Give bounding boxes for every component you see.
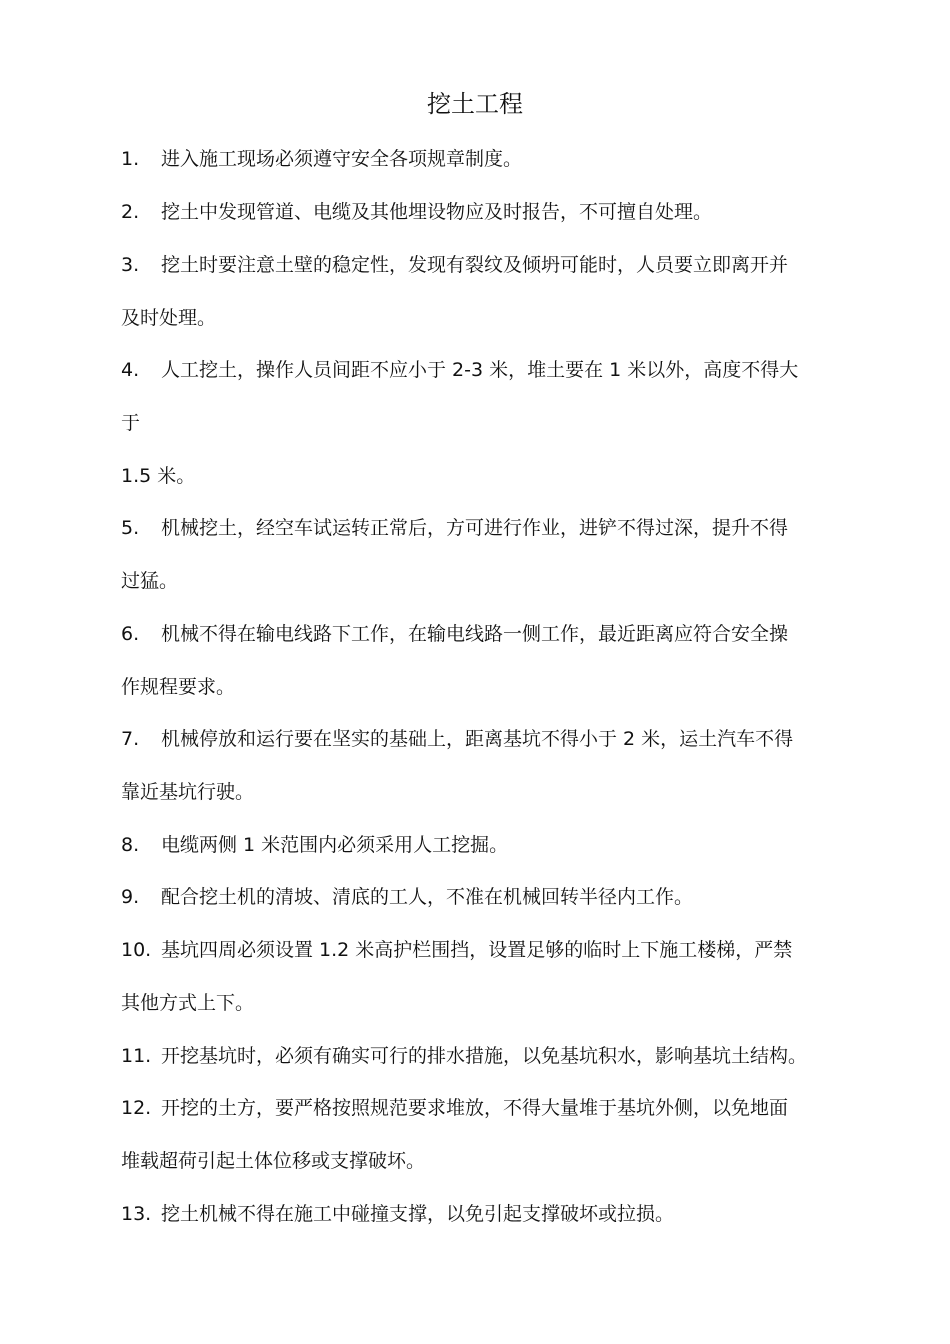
item-number: 10.: [121, 939, 152, 961]
item-text: 配合挖土机的清坡、清底的工人，不准在机械回转半径内工作。: [161, 886, 694, 908]
list-item: [121, 513, 788, 543]
item-text: 电缆两侧 1 米范围内必须采用人工挖掘。: [161, 834, 509, 856]
item-text: 挖土时要注意土壁的稳定性，发现有裂纹及倾坍可能时，人员要立即离开并: [161, 254, 789, 276]
item-text: 于: [121, 412, 141, 434]
item-text: 1.5 米。: [121, 465, 196, 487]
list-item-continuation: [121, 408, 140, 438]
item-text: 开挖基坑时，必须有确实可行的排水措施，以免基坑积水，影响基坑土结构。: [161, 1045, 808, 1067]
list-item: [121, 724, 793, 754]
list-item: [121, 355, 798, 385]
list-item: [121, 935, 792, 965]
item-text: 作规程要求。: [121, 676, 236, 698]
item-text: 及时处理。: [121, 307, 217, 329]
item-number: 12.: [121, 1097, 152, 1119]
list-item: [121, 830, 508, 860]
list-item-continuation: [121, 566, 178, 596]
item-text: 机械不得在输电线路下工作，在输电线路一侧工作，最近距离应符合安全操: [161, 623, 789, 645]
list-item-continuation: [121, 672, 235, 702]
item-text: 其他方式上下。: [121, 992, 255, 1014]
list-item: [121, 619, 788, 649]
item-number: 2.: [121, 201, 140, 223]
item-number: 8.: [121, 834, 140, 856]
list-item-continuation: [121, 303, 216, 333]
item-number: 5.: [121, 517, 140, 539]
item-number: 1.: [121, 148, 140, 170]
list-item: [121, 197, 712, 227]
item-text: 机械挖土，经空车试运转正常后，方可进行作业，进铲不得过深，提升不得: [161, 517, 789, 539]
page-title: 挖土工程: [427, 90, 523, 118]
list-item: [121, 882, 693, 912]
item-number: 7.: [121, 728, 140, 750]
list-item: [121, 144, 522, 174]
item-number: 11.: [121, 1045, 152, 1067]
item-text: 进入施工现场必须遵守安全各项规章制度。: [161, 148, 523, 170]
list-item-continuation: [121, 777, 254, 807]
item-number: 3.: [121, 254, 140, 276]
item-number: 6.: [121, 623, 140, 645]
item-text: 机械停放和运行要在坚实的基础上，距离基坑不得小于 2 米，运土汽车不得: [161, 728, 794, 750]
list-item-continuation: [121, 461, 195, 491]
list-item: [121, 250, 788, 280]
item-number: 9.: [121, 886, 140, 908]
item-text: 挖土机械不得在施工中碰撞支撑，以免引起支撑破坏或拉损。: [161, 1203, 675, 1225]
list-item: [121, 1199, 674, 1229]
item-number: 4.: [121, 359, 140, 381]
list-item: [121, 1093, 788, 1123]
list-item-continuation: [121, 1146, 425, 1176]
item-text: 基坑四周必须设置 1.2 米高护栏围挡，设置足够的临时上下施工楼梯，严禁: [161, 939, 793, 961]
list-item: [121, 1041, 807, 1071]
item-text: 挖土中发现管道、电缆及其他埋设物应及时报告，不可擅自处理。: [161, 201, 713, 223]
item-text: 人工挖土，操作人员间距不应小于 2-3 米，堆土要在 1 米以外，高度不得大: [161, 359, 799, 381]
item-text: 堆载超荷引起土体位移或支撑破坏。: [121, 1150, 426, 1172]
item-text: 过猛。: [121, 570, 179, 592]
list-item-continuation: [121, 988, 254, 1018]
item-text: 靠近基坑行驶。: [121, 781, 255, 803]
item-text: 开挖的土方，要严格按照规范要求堆放，不得大量堆于基坑外侧，以免地面: [161, 1097, 789, 1119]
item-number: 13.: [121, 1203, 152, 1225]
